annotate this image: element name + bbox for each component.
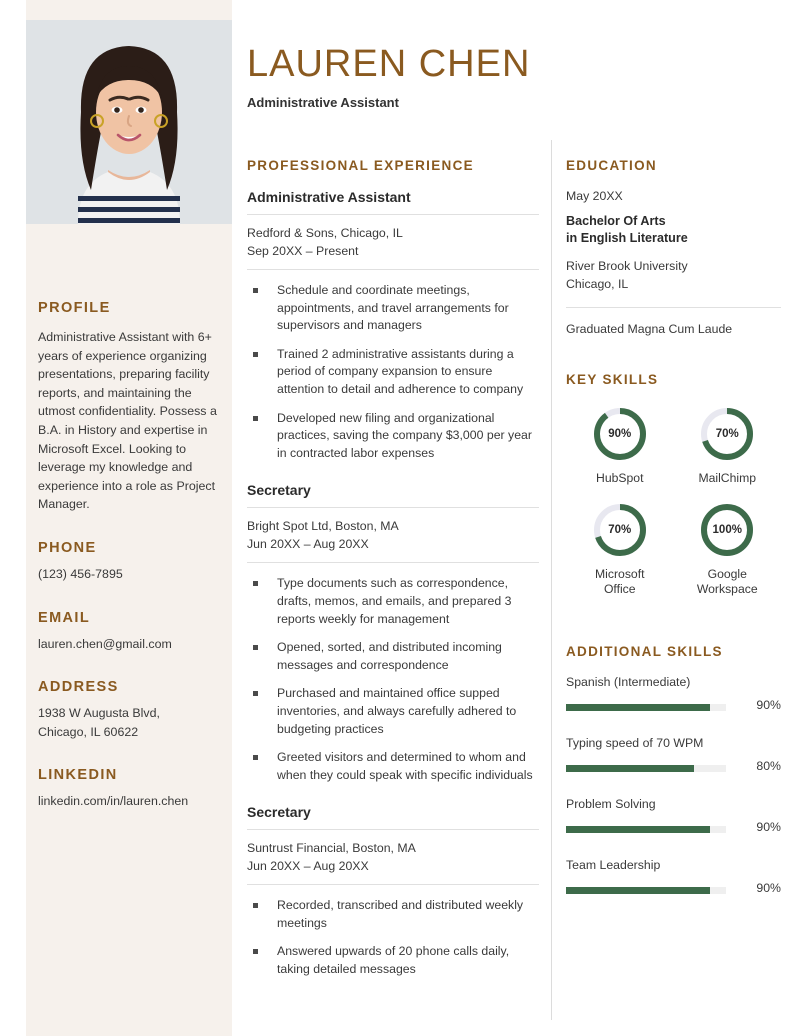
donut-chart	[698, 501, 756, 559]
skill-bar-item	[566, 858, 781, 905]
profile-section	[38, 300, 220, 514]
donut-grid	[566, 405, 781, 612]
education-date: May 20XX	[566, 189, 623, 203]
job-bullets	[247, 897, 539, 978]
profile-photo	[26, 20, 232, 224]
job-company: Suntrust Financial, Boston, MA	[247, 841, 416, 856]
contact-address	[38, 679, 220, 741]
education-heading: EDUCATION	[566, 158, 657, 173]
job-meta	[247, 215, 539, 269]
skill-bar-row	[566, 758, 781, 783]
list-item: Purchased and maintained office supped inventories, and always carefully adhered to budgeting practices	[247, 685, 539, 738]
additional-skills-section	[566, 644, 781, 905]
key-skills-heading: KEY SKILLS	[566, 372, 659, 387]
skill-bar-fill	[566, 765, 694, 772]
skill-bar-row	[566, 880, 781, 905]
job-meta	[247, 508, 539, 562]
donut-chart	[591, 405, 649, 463]
job-company: Redford & Sons, Chicago, IL	[247, 226, 403, 240]
experience-heading: PROFESSIONAL EXPERIENCE	[247, 158, 474, 173]
education-section	[566, 158, 781, 336]
skill-bar-item	[566, 736, 781, 783]
linkedin-heading: LINKEDIN	[38, 767, 118, 784]
donut-label: MailChimp	[698, 471, 757, 485]
column-divider	[551, 140, 552, 1020]
experience-job	[247, 189, 539, 462]
profile-heading: PROFILE	[38, 300, 111, 316]
contact-linkedin	[38, 767, 220, 811]
skill-bar-track	[566, 887, 726, 894]
skill-bar-item	[566, 675, 781, 722]
sidebar-content	[38, 300, 220, 811]
rule	[247, 562, 539, 563]
skill-bar-item	[566, 797, 781, 844]
linkedin-value[interactable]: linkedin.com/in/lauren.chen	[38, 794, 189, 809]
skill-bar-track	[566, 765, 726, 772]
list-item: Opened, sorted, and distributed incoming messages and correspondence	[247, 639, 539, 674]
education-school: River Brook University Chicago, IL	[566, 259, 688, 291]
key-skills-section	[566, 372, 781, 612]
job-title: Secretary	[247, 482, 311, 499]
job-title: Administrative Assistant	[247, 189, 411, 205]
donut-label: Google Workspace	[696, 566, 758, 596]
job-bullets	[247, 575, 539, 784]
experience-job	[247, 804, 539, 978]
rule	[566, 307, 781, 308]
donut-label: Microsoft Office	[595, 566, 645, 596]
job-bullets	[247, 282, 539, 462]
profile-text: Administrative Assistant with 6+ years of experience organizing presentations, preparing facility reports, and maintaining the utmost confidentiality. Possess a B.A. in History and expertise in Microsoft Excel. Looking to leverage my knowledge and experience into a role as Project Manager.	[38, 330, 217, 512]
list-item: Schedule and coordinate meetings, appointments, and travel arrangements for supervisors and managers	[247, 282, 539, 335]
donut-chart	[591, 501, 649, 559]
phone-heading: PHONE	[38, 539, 97, 556]
donut-percent: 70%	[608, 523, 632, 536]
skill-bar-label: Spanish (Intermediate)	[566, 674, 691, 689]
skill-bar-fill	[566, 887, 710, 894]
skill-bar-percent: 80%	[756, 758, 781, 773]
skill-bar-label: Problem Solving	[566, 796, 656, 811]
skill-bar-fill	[566, 704, 710, 711]
list-item: Answered upwards of 20 phone calls daily, taking detailed messages	[247, 943, 539, 978]
job-dates: Sep 20XX – Present	[247, 244, 359, 258]
job-dates: Jun 20XX – Aug 20XX	[247, 859, 369, 874]
address-heading: ADDRESS	[38, 679, 119, 696]
rule	[247, 269, 539, 270]
additional-skills-heading: ADDITIONAL SKILLS	[566, 643, 723, 659]
key-skill-item	[674, 405, 782, 487]
skill-bar-percent: 90%	[756, 819, 781, 834]
list-item: Type documents such as correspondence, drafts, memos, and emails, and prepared 3 reports weekly for management	[247, 575, 539, 628]
donut-percent: 70%	[715, 428, 739, 440]
education-honor: Graduated Magna Cum Laude	[566, 322, 733, 336]
donut-percent: 90%	[608, 428, 632, 440]
rule	[247, 884, 539, 885]
skill-bar-fill	[566, 826, 710, 833]
contact-phone	[38, 540, 220, 584]
key-skill-item	[566, 405, 674, 487]
address-value: 1938 W Augusta Blvd, Chicago, IL 60622	[38, 706, 160, 739]
contact-email	[38, 610, 220, 654]
donut-percent: 100%	[712, 523, 742, 536]
skill-bar-label: Team Leadership	[566, 857, 661, 872]
skill-bar-percent: 90%	[756, 880, 781, 895]
skill-bar-row	[566, 819, 781, 844]
skill-bar-percent: 90%	[756, 697, 781, 712]
experience-job	[247, 482, 539, 784]
job-title: Secretary	[247, 804, 311, 821]
email-heading: EMAIL	[38, 609, 91, 626]
email-value[interactable]: lauren.chen@gmail.com	[38, 636, 172, 651]
donut-chart	[698, 405, 756, 463]
list-item: Recorded, transcribed and distributed weekly meetings	[247, 897, 539, 932]
phone-value: (123) 456-7895	[38, 566, 123, 581]
skill-bar-track	[566, 704, 726, 711]
skill-bar-track	[566, 826, 726, 833]
education-degree: Bachelor Of Arts in English Literature	[566, 214, 688, 245]
key-skill-item	[674, 501, 782, 598]
page-title: LAUREN CHEN	[247, 43, 531, 85]
list-item: Trained 2 administrative assistants during a period of company expansion to ensure attention to detail and adherence to company	[247, 346, 539, 399]
job-meta	[247, 830, 539, 884]
list-item: Developed new filing and organizational practices, saving the company $3,000 per year in contracted labor expenses	[247, 410, 539, 463]
experience-section	[247, 158, 539, 999]
skill-bar-row	[566, 697, 781, 722]
skill-bar-label: Typing speed of 70 WPM	[566, 735, 704, 750]
donut-label: HubSpot	[596, 471, 644, 485]
list-item: Greeted visitors and determined to whom and when they could speak with specific individuals	[247, 749, 539, 784]
right-column	[566, 158, 781, 905]
key-skill-item	[566, 501, 674, 598]
job-dates: Jun 20XX – Aug 20XX	[247, 537, 369, 552]
job-company: Bright Spot Ltd, Boston, MA	[247, 519, 399, 534]
header-subtitle: Administrative Assistant	[247, 95, 399, 110]
